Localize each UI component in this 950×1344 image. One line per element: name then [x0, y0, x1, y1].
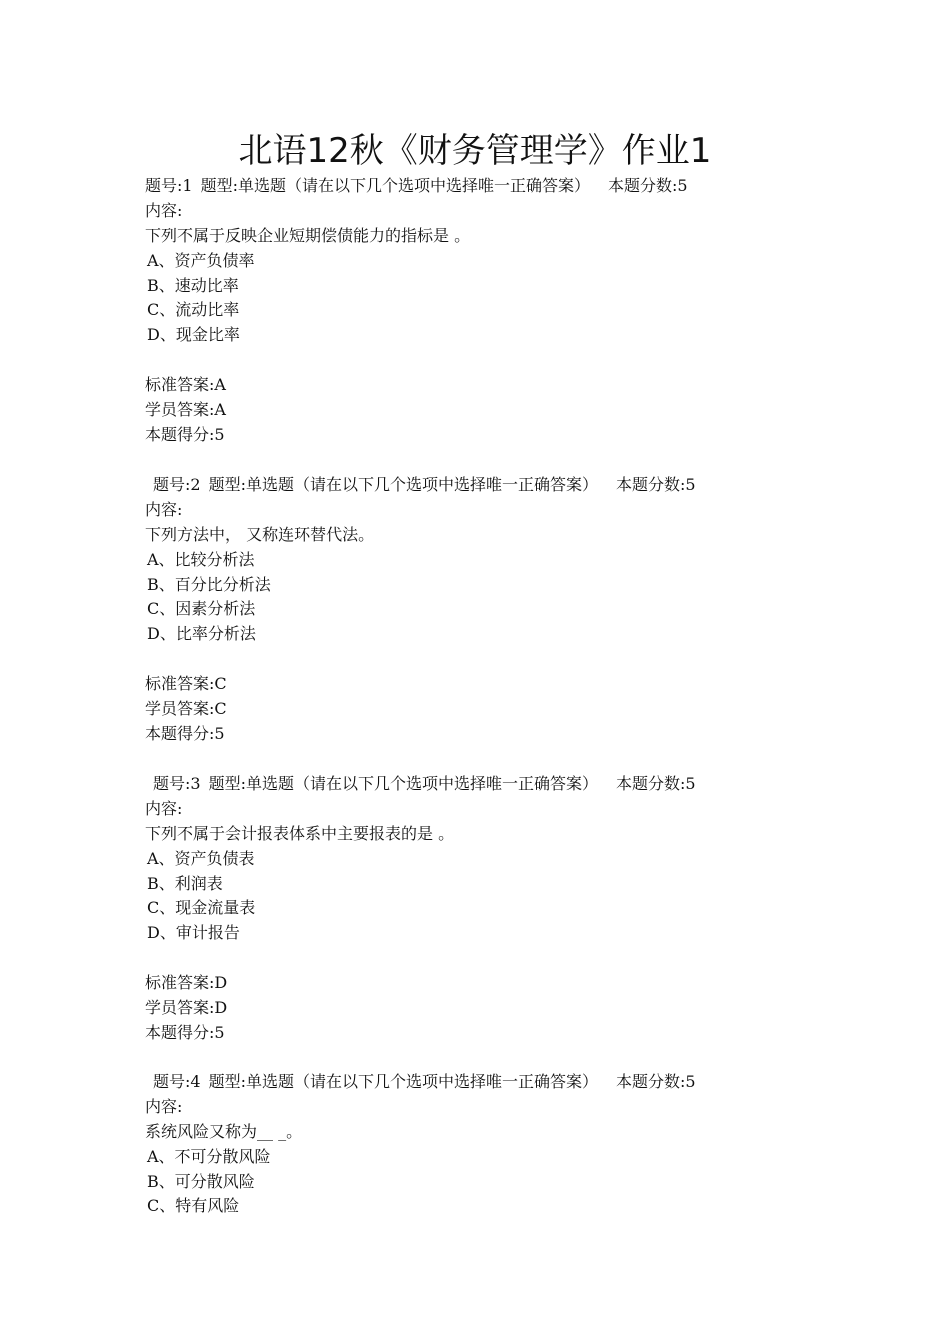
question-score: 本题分数:5	[615, 475, 696, 494]
question-header	[145, 174, 825, 199]
option-a: A、比较分析法	[147, 549, 255, 569]
question-block-3	[145, 772, 825, 1046]
question-stem: 下列不属于反映企业短期偿债能力的指标是 。	[145, 225, 471, 245]
content-label: 内容:	[145, 798, 183, 818]
option-c: C、特有风险	[147, 1196, 240, 1216]
option-a: A、不可分散风险	[147, 1146, 271, 1166]
question-number: 题号:3	[153, 774, 201, 793]
question-number: 题号:4	[153, 1072, 201, 1091]
standard-answer: 标准答案:A	[145, 375, 226, 395]
question-block-2	[145, 473, 825, 747]
question-header	[145, 473, 825, 498]
option-c: C、流动比率	[147, 300, 240, 320]
option-c: C、现金流量表	[147, 898, 256, 918]
question-stem: 下列不属于会计报表体系中主要报表的是 。	[145, 823, 455, 843]
earned-score: 本题得分:5	[145, 1022, 225, 1042]
student-answer: 学员答案:A	[145, 400, 226, 420]
earned-score: 本题得分:5	[145, 424, 225, 444]
question-type: 题型:单选题（请在以下几个选项中选择唯一正确答案）	[208, 774, 598, 793]
question-number: 题号:2	[153, 475, 201, 494]
option-d: D、比率分析法	[147, 624, 256, 644]
question-stem: 系统风险又称为__ _。	[145, 1121, 303, 1141]
content-label: 内容:	[145, 200, 183, 220]
question-header	[145, 772, 825, 797]
question-type: 题型:单选题（请在以下几个选项中选择唯一正确答案）	[200, 176, 590, 195]
question-score: 本题分数:5	[607, 176, 688, 195]
question-type: 题型:单选题（请在以下几个选项中选择唯一正确答案）	[208, 1072, 598, 1091]
option-c: C、因素分析法	[147, 599, 256, 619]
earned-score: 本题得分:5	[145, 723, 225, 743]
question-header	[145, 1070, 825, 1095]
student-answer: 学员答案:C	[145, 699, 227, 719]
question-score: 本题分数:5	[615, 774, 696, 793]
content-label: 内容:	[145, 1096, 183, 1116]
question-number: 题号:1	[145, 176, 193, 195]
standard-answer: 标准答案:D	[145, 973, 228, 993]
question-type: 题型:单选题（请在以下几个选项中选择唯一正确答案）	[208, 475, 598, 494]
option-d: D、现金比率	[147, 325, 240, 345]
question-score: 本题分数:5	[615, 1072, 696, 1091]
option-b: B、利润表	[147, 873, 223, 893]
question-block-1	[145, 174, 825, 448]
content-label: 内容:	[145, 499, 183, 519]
student-answer: 学员答案:D	[145, 998, 228, 1018]
option-b: B、速动比率	[147, 275, 239, 295]
question-stem: 下列方法中， 又称连环替代法。	[145, 524, 375, 544]
option-b: B、百分比分析法	[147, 574, 271, 594]
option-a: A、资产负债率	[147, 250, 255, 270]
option-b: B、可分散风险	[147, 1171, 255, 1191]
document-title: 北语12秋《财务管理学》作业1	[238, 131, 712, 171]
question-block-4	[145, 1070, 825, 1219]
option-d: D、审计报告	[147, 923, 240, 943]
option-a: A、资产负债表	[147, 848, 255, 868]
standard-answer: 标准答案:C	[145, 674, 227, 694]
